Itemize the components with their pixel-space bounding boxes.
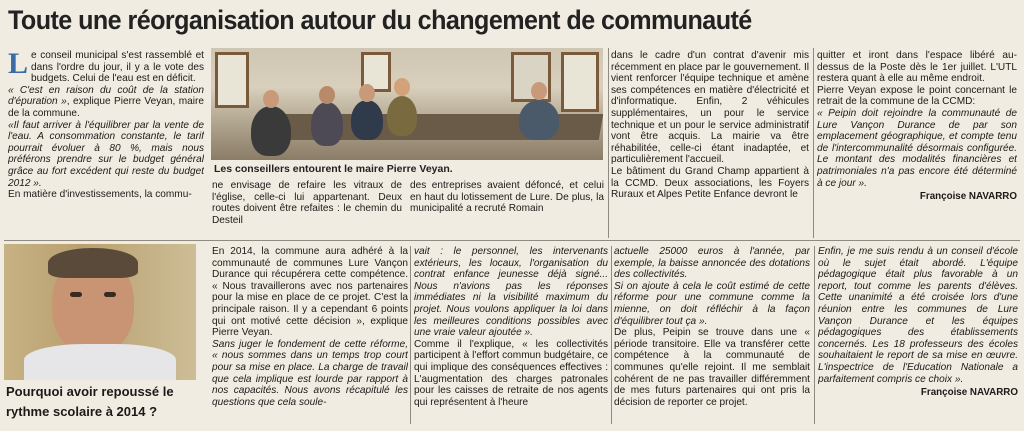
column-rule — [813, 48, 814, 238]
col5-paragraph-3: « Peipin doit rejoindre la communauté de Lure Vançon Durance de par son emplacement géographique, et compte tenu de l'intercommunalité désormais configurée. Le montant des modalités financières et patrimoniales n'a pas encore été déterminé à ce jour ». — [817, 107, 1017, 189]
column-9 — [818, 246, 1018, 426]
council-meeting-photo — [211, 48, 603, 160]
column-rule — [814, 246, 815, 424]
drop-cap: L — [8, 50, 29, 80]
col8-paragraph-3: De plus, Peipin se trouve dans une « période transitoire. Elle va transférer cette compétence à la communauté de communes qu'elle rejoint. Il me semblait cohérent de ne pas travailler différemment de mes futurs partenaires qui ont pris la décision de reporter ce projet. — [614, 327, 810, 408]
mayor-portrait-photo — [4, 244, 196, 380]
col4-paragraph-2: Le bâtiment du Grand Champ appartient à la CCMD. Deux associations, les Foyers Ruraux et Alpes Petite Enfance devront le — [611, 165, 809, 201]
col6-paragraph-1: En 2014, la commune aura adhéré à la communauté de communes Lure Vançon Durance qui récupérera cette compétence. « Nous travaillerons avec nos partenaires pour la mise en place de ce projet. C'est la principale raison. Il y a cependant 6 points qui ont motivé cette décision », explique Pierre Veyan. — [212, 246, 408, 339]
column-5 — [817, 50, 1017, 240]
author-signature: Françoise NAVARRO — [919, 191, 1017, 203]
column-2 — [212, 180, 402, 238]
col8-paragraph-2: Si on ajoute à cela le coût estimé de cette réforme pour une commune comme la mienne, on doit réfléchir à la façon d'équilibrer tout ça ». — [614, 280, 810, 327]
col9-paragraph-1: Enfin, je me suis rendu à un conseil d'école où le sujet était abordé. L'équipe pédagogique était plus favorable à un report, tout comme les parents d'élèves. Cette unanimité a été croisée lors d'une réunion entre les communes de Lure Vançon Durance et les équipes pédagogiques des établissements concernés. Les 18 professeurs des écoles souhaitaient le report de sa mise en œuvre. L'inspectrice de l'Education Nationale a parfaitement compris ce choix ». — [818, 246, 1018, 385]
article-headline: Toute une réorganisation autour du changement de communauté — [8, 5, 752, 35]
photo-1-caption: Les conseillers entourent le maire Pierre Veyan. — [211, 161, 603, 177]
col1-paragraph-4: En matière d'investissements, la commu- — [8, 189, 192, 201]
section-divider — [4, 240, 1020, 241]
col5-paragraph-2: Pierre Veyan expose le point concernant le retrait de la commune de la CCMD: — [817, 84, 1017, 108]
col1-paragraph-1: e conseil municipal s'est rassemblé et dans l'ordre du jour, il y a le vote des budgets. Celui de l'eau est en déficit. — [31, 50, 204, 85]
column-1 — [8, 50, 204, 242]
col4-paragraph-1: dans le cadre d'un contrat d'avenir mis récemment en place par le gouvernement. Il vient renforcer l'équipe technique et amène ses compétences en matière d'électricité et d'informatique. Enfin, 2 véhicules supplémentaires, un pour le service technique et un pour le service administratif vont être acquis. La mairie va être réhabilitée, celle-ci étant inadaptée, et particulièrement l'accueil. — [611, 50, 809, 166]
col2-paragraph-1: ne envisage de refaire les vitraux de l'église, celle-ci lui appartenant. Deux routes doivent être refaites : le chemin du Desteil — [212, 180, 402, 226]
column-rule — [608, 48, 609, 238]
col6-paragraph-2: Sans juger le fondement de cette réforme, « nous sommes dans un temps trop court pour sa mise en place. La charge de travail que cela implique est lourde par rapport à nos capacités. Nous avons récapitulé les questions que cela soule- — [212, 338, 408, 408]
col5-paragraph-1: quitter et iront dans l'espace libéré au-dessus de la Poste dès le 1er juillet. L'UTL restera quant à elle au même endroit. — [817, 50, 1017, 85]
col1-paragraph-3: «Il faut arriver à l'équilibrer par la vente de l'eau. A consommation constante, le tarif pourrait évoluer à 80 %, mais nous préférons prendre sur le budget général grâce au fort excédent qui reste du budget 2012 ». — [8, 119, 204, 189]
col7-paragraph-2: Comme il l'explique, « les collectivités participent à l'effort commun budgétaire, ce qui implique des conséquences effectives : L'augmentation des charges patronales pour les caisses de retraite de nos agents qui représentent à l'heure — [414, 338, 608, 408]
column-4 — [611, 50, 809, 240]
column-6 — [212, 246, 408, 426]
col8-paragraph-1: actuelle 25000 euros à l'année, par exemple, la baisse annoncée des dotations des collectivités. — [614, 246, 810, 281]
col1-quote: « C'est en raison du coût de la station d'épuration » — [8, 84, 204, 108]
col1-attribution: , explique Pierre Veyan, maire de la commune. — [8, 96, 204, 119]
col3-paragraph-1: des entreprises avaient défoncé, et celui en haut du lotissement de Lure. De plus, la municipalité a recruté Romain — [410, 180, 604, 215]
column-3 — [410, 180, 604, 238]
column-rule — [611, 246, 612, 424]
column-7 — [414, 246, 608, 426]
section-question-heading: Pourquoi avoir repoussé le rythme scolaire à 2014 ? — [6, 384, 174, 419]
column-8 — [614, 246, 810, 426]
author-signature-2: Françoise NAVARRO — [920, 387, 1018, 399]
col7-paragraph-1: vait : le personnel, les intervenants extérieurs, les locaux, l'organisation du contrat enfance jeunesse déjà signé... Nous n'avions pas les réponses immédiates ni la visibilité maximum du projet. Nous voulons appliquer la loi dans les meilleures conditions possibles avec une vraie valeur ajoutée ». — [414, 246, 608, 339]
column-rule — [410, 246, 411, 424]
